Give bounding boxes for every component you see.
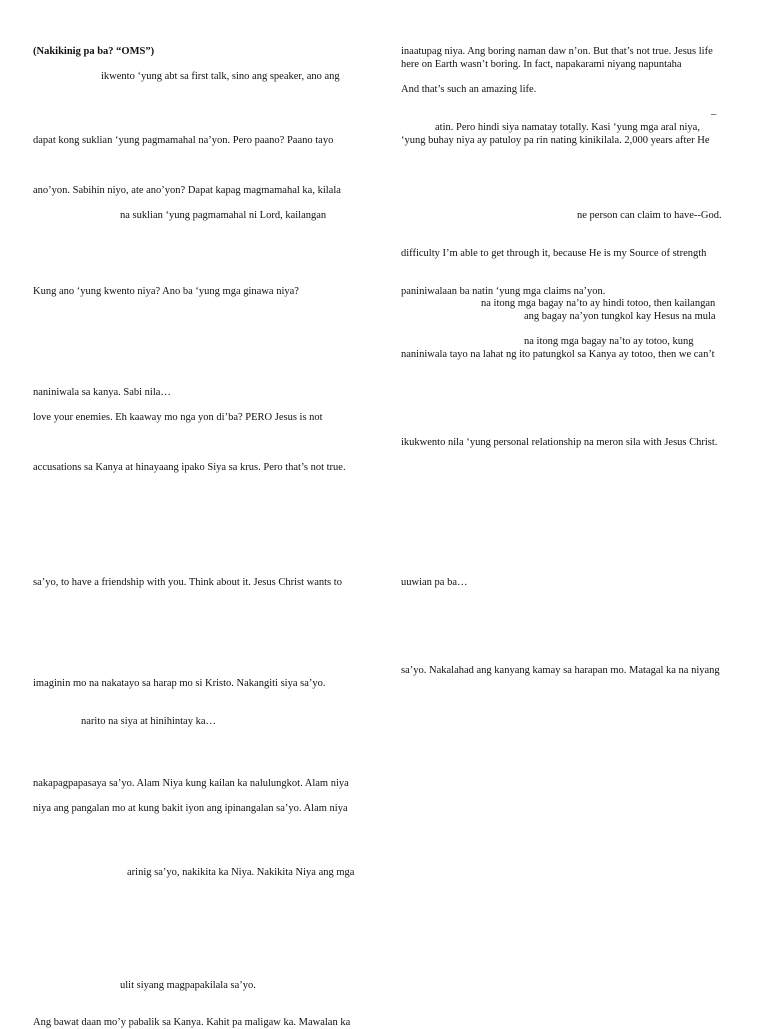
text-line: sa’yo, to have a friendship with you. Think about it. Jesus Christ wants to <box>33 577 342 588</box>
text-line: ‘yung buhay niya ay patuloy pa rin nating kinikilala. 2,000 years after He <box>401 135 710 146</box>
text-line: Kung ano ‘yung kwento niya? Ano ba ‘yung mga ginawa niya? <box>33 286 299 297</box>
text-line: na suklian ‘yung pagmamahal ni Lord, kailangan <box>120 210 327 221</box>
text-line: dapat kong suklian ‘yung pagmamahal na’yon. Pero paano? Paano tayo <box>33 135 334 146</box>
text-line: ikukwento nila ‘yung personal relationship na meron sila with Jesus Christ. <box>401 437 718 448</box>
text-line: naniniwala tayo na lahat ng ito patungkol sa Kanya ay totoo, then we can’t <box>401 349 715 360</box>
text-line: niya ang pangalan mo at kung bakit iyon ang ipinangalan sa’yo. Alam niya <box>33 803 348 814</box>
text-line: uuwian pa ba… <box>401 577 468 588</box>
heading: (Nakikinig pa ba? “OMS”) <box>33 46 155 57</box>
text-line: difficulty I’m able to get through it, because He is my Source of strength <box>401 248 707 259</box>
text-line: ulit siyang magpapakilala sa’yo. <box>120 980 256 991</box>
text-line: – <box>711 109 717 120</box>
text-line: paniniwalaan ba natin ‘yung mga claims na’yon. <box>401 286 606 297</box>
text-line: sa’yo. Nakalahad ang kanyang kamay sa harapan mo. Matagal ka na niyang <box>401 665 720 676</box>
text-line: accusations sa Kanya at hinayaang ipako Siya sa krus. Pero that’s not true. <box>33 462 346 473</box>
text-line: narito na siya at hinihintay ka… <box>81 716 217 727</box>
text-line: inaatupag niya. Ang boring naman daw n’on. But that’s not true. Jesus life <box>401 46 713 57</box>
text-line: imaginin mo na nakatayo sa harap mo si Kristo. Nakangiti siya sa’yo. <box>33 678 326 689</box>
text-line: Ang bawat daan mo’y pabalik sa Kanya. Kahit pa maligaw ka. Mawalan ka <box>33 1017 351 1028</box>
text-line: arinig sa’yo, nakikita ka Niya. Nakikita Niya ang mga <box>127 867 355 878</box>
text-line: here on Earth wasn’t boring. In fact, napakarami niyang napuntaha <box>401 59 682 70</box>
text-line: ne person can claim to have--God. <box>577 210 722 221</box>
text-line: love your enemies. Eh kaaway mo nga yon di’ba? PERO Jesus is not <box>33 412 323 423</box>
text-line: ikwento ‘yung abt sa first talk, sino ang speaker, ano ang <box>101 71 340 82</box>
text-line: And that’s such an amazing life. <box>401 84 537 95</box>
text-line: nakapagpapasaya sa’yo. Alam Niya kung kailan ka nalulungkot. Alam niya <box>33 778 349 789</box>
text-line: ang bagay na’yon tungkol kay Hesus na mula <box>524 311 716 322</box>
text-line: naniniwala sa kanya. Sabi nila… <box>33 387 171 398</box>
text-line: na itong mga bagay na’to ay totoo, kung <box>524 336 694 347</box>
text-line: ano’yon. Sabihin niyo, ate ano’yon? Dapat kapag magmamahal ka, kilala <box>33 185 341 196</box>
text-line: atin. Pero hindi siya namatay totally. Kasi ‘yung mga aral niya, <box>435 122 700 133</box>
text-line: na itong mga bagay na’to ay hindi totoo, then kailangan <box>481 298 716 309</box>
